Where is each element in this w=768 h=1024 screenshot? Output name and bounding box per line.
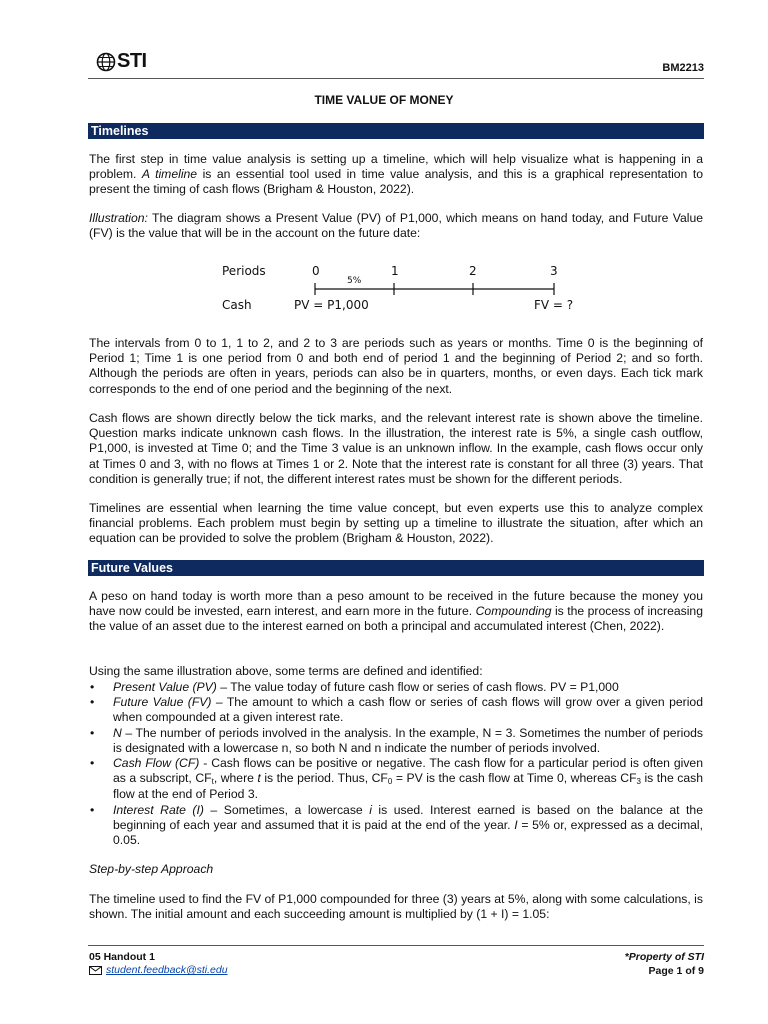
logo-text: STI [117, 50, 147, 72]
page-title: TIME VALUE OF MONEY [314, 93, 454, 107]
present-value-label: PV = P1,000 [294, 298, 369, 312]
envelope-icon [89, 966, 102, 975]
text-run: = 5% or, expressed as a decimal, 0.05. [113, 817, 703, 848]
term-fv: Future Value (FV) [113, 695, 212, 710]
text-run: A peso on hand today is worth more than a peso amount to be received in the future because the money you have now could be invested, earn interest, and earn more in the future. [89, 589, 703, 619]
paragraph-intervals: The intervals from 0 to 1, 1 to 2, and 2 to 3 are periods such as years or months. Time 0 is the beginning of Period 1; Time 1 is one period from 0 and both end of period 1 and the beginning of Period 2; and so forth. Although the periods are often in years, periods can also be in quarters, months, or even days. Each tick mark corresponds to the end of one period and the beginning of the next. [89, 336, 703, 396]
illustration-lead: Illustration: [89, 211, 148, 225]
terms-list [89, 680, 703, 848]
globe-icon [96, 52, 116, 72]
paragraph-timeline-essential: Timelines are essential when learning the time value concept, but even experts use this to analyze complex financial problems. Each problem must begin by setting up a timeline to illustrate the situation, after which an equation can be provided to solve the problem (Brigham & Houston, 2022). [89, 501, 703, 546]
term-timeline: A timeline [141, 167, 198, 182]
header-divider [88, 78, 704, 79]
text-run: is an essential tool used in time value analysis, and this is a graphical representation to present the timing of cash flows (Brigham & Houston, 2022). [89, 167, 703, 197]
text-run: The first step in time value analysis is setting up a timeline, which will help visualize what is happening in a problem. [89, 152, 703, 182]
section-heading-timelines: Timelines [88, 123, 704, 139]
page-number: Page 1 of 9 [648, 965, 704, 977]
term-pv: Present Value (PV) [113, 680, 217, 694]
text-run: , where [213, 771, 258, 786]
term-t: t [257, 771, 261, 786]
text-run: is used. Interest earned is based on the balance at the beginning of each year and assumed that it is paid at the end of the year. [113, 802, 703, 832]
tick-label-3: 3 [550, 264, 558, 278]
term-interest-rate: Interest Rate (I) [113, 802, 204, 817]
text-run: is the process of increasing the value of an asset due to the interest earned on both a principal and accumulated interest (Chen, 2022). [89, 604, 703, 634]
periods-label: Periods [222, 264, 266, 278]
timeline-diagram [222, 262, 602, 318]
subheading-step-by-step: Step-by-step Approach [89, 862, 214, 876]
text-run: – Sometimes, a lowercase [203, 802, 370, 817]
tick-label-0: 0 [312, 264, 320, 278]
subscript: 0 [387, 777, 393, 787]
property-label: *Property of STI [624, 951, 704, 963]
handout-label: 05 Handout 1 [89, 951, 155, 963]
text-run: The diagram shows a Present Value (PV) of P1,000, which means on hand today, and Future Value (FV) is the value that will be in the account on the future date: [89, 211, 703, 241]
section-heading-future-values: Future Values [88, 560, 704, 576]
feedback-email-row [89, 964, 228, 976]
paragraph-timeline-intro [89, 152, 703, 198]
term-uppercase-i: I [514, 817, 518, 832]
term-lowercase-i: i [369, 802, 372, 817]
text-run: – The amount to which a cash flow or series of cash flows will grow over a given period when compounded at a given interest rate. [113, 695, 703, 725]
bullet-icon: • [90, 695, 95, 710]
footer-divider [88, 945, 704, 946]
term-n: N [113, 725, 122, 740]
text-run: - Cash flows can be positive or negative. The cash flow for a particular period is often given as a subscript, CF [113, 756, 703, 786]
tick-label-1: 1 [391, 264, 399, 278]
bullet-icon: • [90, 802, 95, 817]
text-run: is the cash flow at the end of Period 3. [113, 771, 703, 802]
text-run: – The number of periods involved in the analysis. In the example, N = 3. Sometimes the number of periods is designated with a lowercase n, so both N and n indicate the number of periods involved. [113, 725, 703, 755]
sti-logo [96, 50, 147, 73]
cash-label: Cash [222, 298, 252, 312]
bullet-icon: • [90, 680, 95, 694]
future-value-label: FV = ? [534, 298, 574, 312]
text-run: – The value today of future cash flow or series of cash flows. PV = P1,000 [216, 680, 619, 694]
bullet-icon: • [90, 725, 95, 740]
paragraph-compounding [89, 589, 703, 635]
subscript: 3 [636, 777, 641, 787]
paragraph-terms-intro: Using the same illustration above, some terms are defined and identified: [89, 664, 483, 678]
list-item-n [89, 726, 703, 756]
list-item-present-value [89, 680, 703, 695]
list-item-cash-flow [89, 756, 703, 803]
feedback-email-link[interactable]: student.feedback@sti.edu [106, 964, 228, 976]
bullet-icon: • [90, 756, 95, 771]
document-code: BM2213 [662, 62, 704, 74]
paragraph-cash-flows: Cash flows are shown directly below the tick marks, and the relevant interest rate is shown above the timeline. Question marks indicate unknown cash flows. In the illustration, the interest rate is 5%, a single cash outflow, P1,000, is invested at Time 0; and the Time 3 value is an unknown inflow. In the example, cash flows occur only at Times 0 and 3, with no flows at Times 1 or 2. Note that the interest rate is constant for all three (3) years. That condition is generally true; if not, the different interest rates must be shown for the different periods. [89, 411, 703, 486]
subscript: t [211, 777, 214, 787]
text-run: is the period. Thus, CF [260, 771, 388, 786]
interest-rate-label: 5% [347, 276, 362, 286]
tick-label-2: 2 [469, 264, 477, 278]
paragraph-step-timeline: The timeline used to find the FV of P1,000 compounded for three (3) years at 5%, along with some calculations, is shown. The initial amount and each succeeding amount is multiplied by (1 + I) = 1.05: [89, 892, 703, 922]
list-item-future-value [89, 695, 703, 725]
term-cf: Cash Flow (CF) [113, 756, 200, 771]
term-compounding: Compounding [475, 604, 552, 619]
text-run: = PV is the cash flow at Time 0, whereas CF [392, 771, 637, 786]
list-item-interest-rate [89, 803, 703, 849]
paragraph-illustration [89, 211, 703, 241]
